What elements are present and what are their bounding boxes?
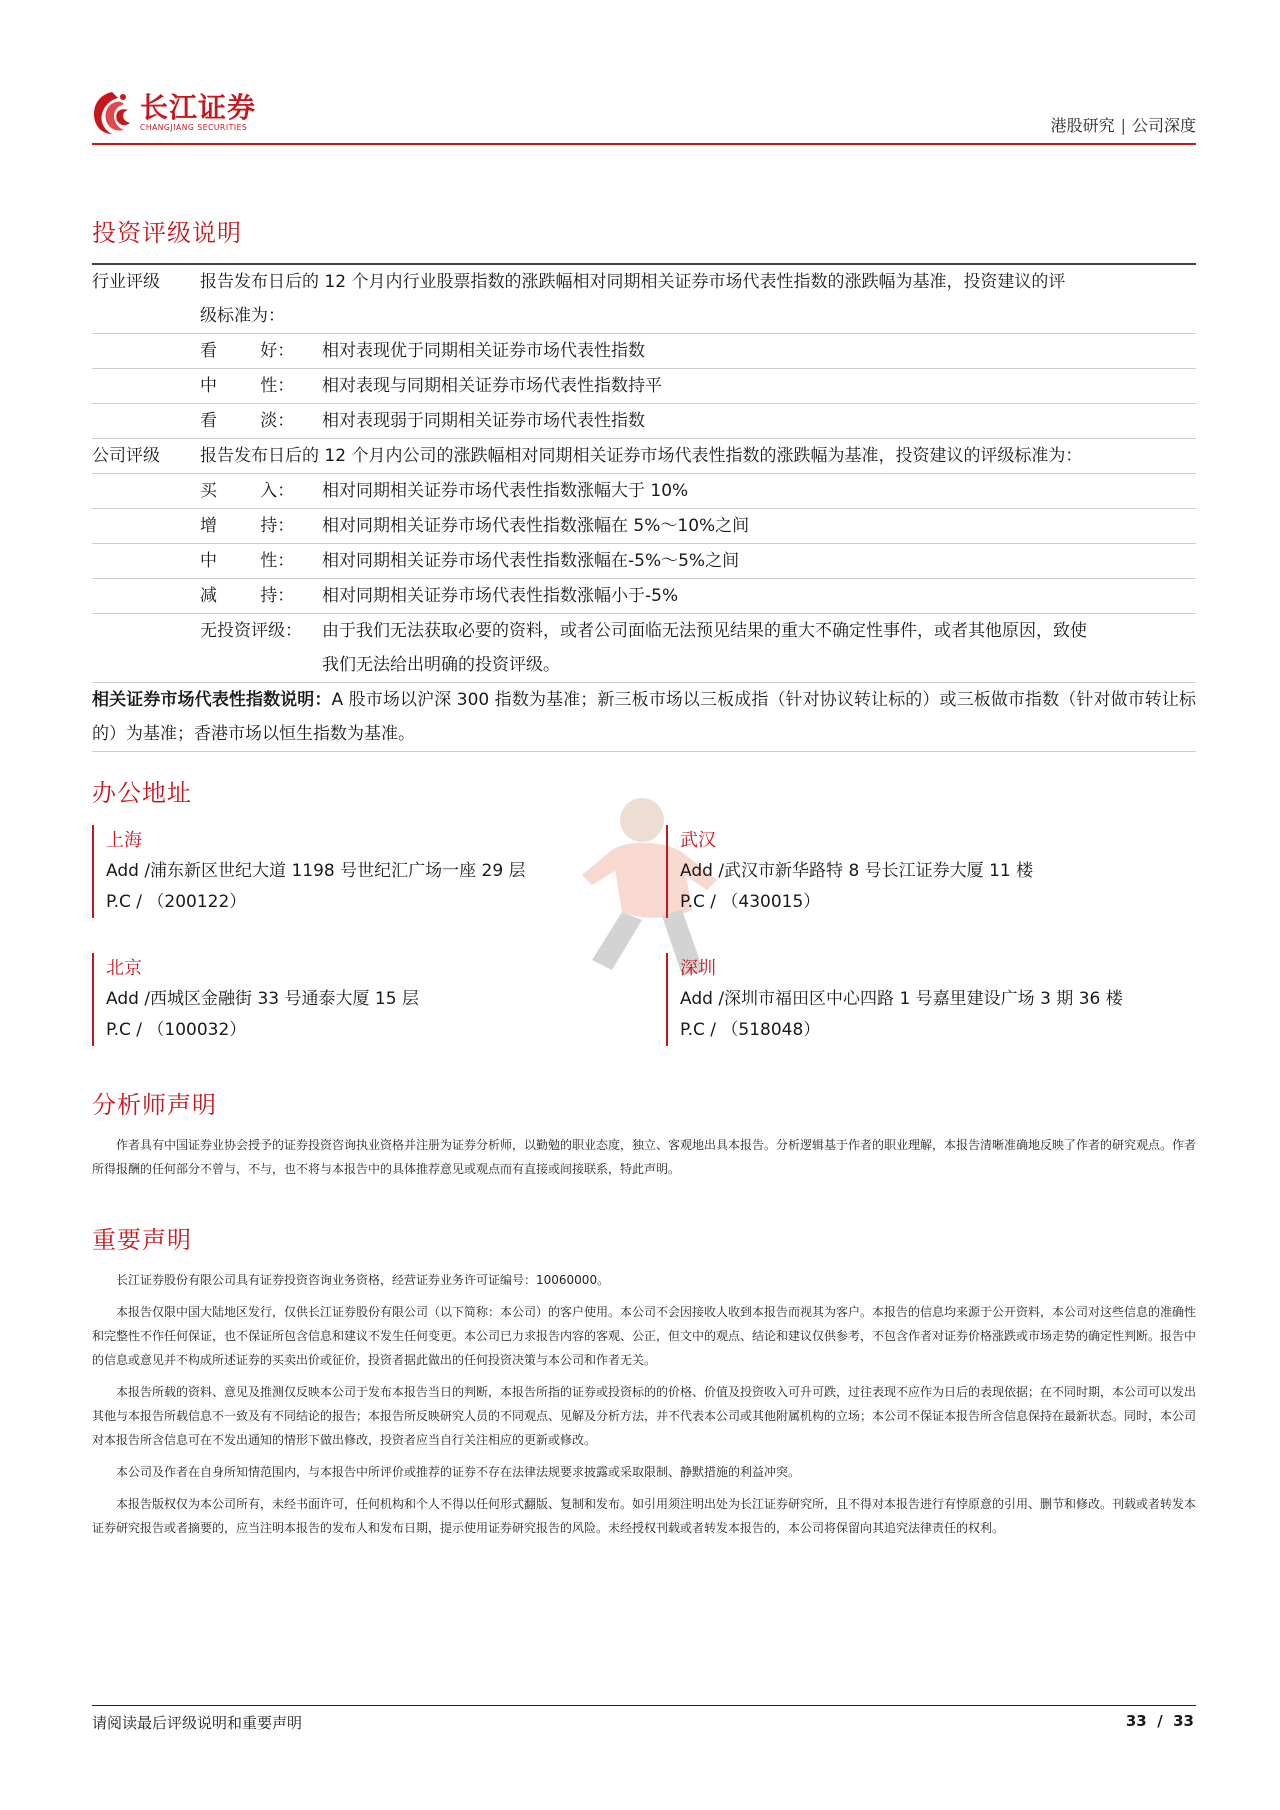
company-rating-row	[92, 439, 1196, 474]
company-level-row	[92, 579, 1196, 614]
company-level-name: 减 持：	[200, 586, 295, 606]
industry-rating-label: 行业评级	[92, 272, 160, 292]
company-level-name: 中 性：	[200, 551, 295, 571]
office-shenzhen	[666, 953, 1180, 1046]
important-paragraph: 长江证券股份有限公司具有证券投资咨询业务资格，经营证券业务许可证编号：10060000。	[116, 1273, 610, 1287]
analyst-statement-text: 作者具有中国证券业协会授予的证券投资咨询执业资格并注册为证券分析师，以勤勉的职业态度，独立、客观地出具本报告。分析逻辑基于作者的职业理解，本报告清晰准确地反映了作者的研究观点。作者所得报酬的任何部分不曾与，不与，也不将与本报告中的具体推荐意见或观点而有直接或间接联系，特此声明。	[92, 1138, 1197, 1176]
office-section-title: 办公地址	[92, 779, 192, 807]
important-paragraph: 本报告版权仅为本公司所有，未经书面许可，任何机构和个人不得以任何形式翻版、复制和发布。如引用须注明出处为长江证券研究所，且不得对本报告进行有悖原意的引用、删节和修改。刊载或者转发本证券研究报告或者摘要的，应当注明本报告的发布人和发布日期，提示使用证券研究报告的风险。未经授权刊载或者转发本报告的，本公司将保留向其追究法律责任的权利。	[92, 1497, 1197, 1535]
no-rating-text-line1: 由于我们无法获取必要的资料，或者公司面临无法预见结果的重大不确定性事件，或者其他原因，致使	[322, 621, 1087, 641]
page-number: 33 / 33	[1125, 1712, 1194, 1730]
industry-rating-row	[92, 263, 1196, 334]
important-paragraph: 本报告所载的资料、意见及推测仅反映本公司于发布本报告当日的判断，本报告所指的证券或投资标的的价格、价值及投资收入可升可跌，过往表现不应作为日后的表现依据；在不同时期，本公司可以发出其他与本报告所载信息不一致及有不同结论的报告；本报告所反映研究人员的不同观点、见解及分析方法，并不代表本公司或其他附属机构的立场；本公司不保证本报告所含信息保持在最新状态。同时，本公司对本报告所含信息可在不发出通知的情形下做出修改，投资者应当自行关注相应的更新或修改。	[92, 1385, 1197, 1447]
company-level-text: 相对同期相关证券市场代表性指数涨幅在 5%～10%之间	[322, 516, 750, 536]
industry-level-row	[92, 369, 1196, 404]
footer-divider	[92, 1705, 1196, 1706]
company-level-row	[92, 544, 1196, 579]
office-address: Add /西城区金融街 33 号通泰大厦 15 层	[106, 989, 419, 1009]
office-city: 上海	[106, 830, 142, 851]
industry-level-row	[92, 404, 1196, 439]
rating-section-title: 投资评级说明	[92, 219, 242, 247]
category-label: 港股研究	[1050, 116, 1115, 135]
important-statement	[92, 1268, 1196, 1548]
industry-level-text: 相对表现优于同期相关证券市场代表性指数	[322, 341, 645, 361]
no-rating-row	[92, 614, 1196, 683]
no-rating-name: 无投资评级：	[200, 621, 302, 641]
company-level-name: 买 入：	[200, 481, 295, 501]
header-divider	[92, 143, 1196, 145]
industry-rating-desc-line1: 报告发布日后的 12 个月内行业股票指数的涨跌幅相对同期相关证券市场代表性指数的涨跌幅为基准，投资建议的评	[200, 272, 1066, 292]
company-level-text: 相对同期相关证券市场代表性指数涨幅在-5%～5%之间	[322, 551, 740, 571]
industry-level-row	[92, 334, 1196, 369]
logo-emblem-icon	[90, 90, 134, 136]
subcategory-label: 公司深度	[1131, 116, 1196, 135]
rating-table	[92, 263, 1196, 752]
office-postcode: P.C / （200122）	[106, 892, 247, 912]
office-address: Add /深圳市福田区中心四路 1 号嘉里建设广场 3 期 36 楼	[680, 989, 1123, 1009]
office-postcode: P.C / （518048）	[680, 1020, 821, 1040]
office-shanghai	[92, 825, 606, 918]
office-address: Add /浦东新区世纪大道 1198 号世纪汇广场一座 29 层	[106, 861, 526, 881]
company-rating-desc: 报告发布日后的 12 个月内公司的涨跌幅相对同期相关证券市场代表性指数的涨跌幅为基准，投资建议的评级标准为：	[200, 446, 1083, 466]
office-city: 武汉	[680, 830, 716, 851]
industry-rating-desc-line2: 级标准为：	[200, 306, 285, 326]
important-section-title: 重要声明	[92, 1226, 192, 1254]
industry-level-text: 相对表现与同期相关证券市场代表性指数持平	[322, 376, 662, 396]
company-level-row	[92, 474, 1196, 509]
analyst-statement	[92, 1133, 1196, 1189]
important-paragraph: 本报告仅限中国大陆地区发行，仅供长江证券股份有限公司（以下简称：本公司）的客户使用。本公司不会因接收人收到本报告而视其为客户。本报告的信息均来源于公开资料，本公司对这些信息的准确性和完整性不作任何保证，也不保证所包含信息和建议不发生任何变更。本公司已力求报告内容的客观、公正，但文中的观点、结论和建议仅供参考，不包含作者对证券价格涨跌或市场走势的确定性判断。报告中的信息或意见并不构成所述证券的买卖出价或征价，投资者据此做出的任何投资决策与本公司和作者无关。	[92, 1305, 1197, 1367]
report-category	[1051, 113, 1196, 136]
office-postcode: P.C / （100032）	[106, 1020, 247, 1040]
company-level-name: 增 持：	[200, 516, 295, 536]
office-city: 深圳	[680, 958, 716, 979]
office-wuhan	[666, 825, 1180, 918]
industry-level-text: 相对表现弱于同期相关证券市场代表性指数	[322, 411, 645, 431]
category-separator: |	[1120, 116, 1126, 135]
industry-level-name: 看 好：	[200, 341, 295, 361]
logo-name: 长江证券	[140, 91, 257, 124]
footer-notice: 请阅读最后评级说明和重要声明	[92, 1714, 303, 1732]
company-level-row	[92, 509, 1196, 544]
analyst-section-title: 分析师声明	[92, 1091, 217, 1119]
index-note-text: A 股市场以沪深 300 指数为基准；新三板市场以三板成指（针对协议转让标的）或三板做市指数（针对做市转让标的）为基准；香港市场以恒生指数为基准。	[92, 690, 1197, 744]
logo-english-name: CHANGJIANG SECURITIES	[140, 123, 248, 132]
office-address: Add /武汉市新华路特 8 号长江证券大厦 11 楼	[680, 861, 1034, 881]
important-paragraph: 本公司及作者在自身所知情范围内，与本报告中所评价或推荐的证券不存在法律法规要求披露或采取限制、静默措施的利益冲突。	[116, 1465, 801, 1479]
index-note-label: 相关证券市场代表性指数说明：	[92, 690, 332, 710]
office-beijing	[92, 953, 606, 1046]
company-level-text: 相对同期相关证券市场代表性指数涨幅大于 10%	[322, 481, 689, 501]
industry-level-name: 中 性：	[200, 376, 295, 396]
office-postcode: P.C / （430015）	[680, 892, 821, 912]
office-city: 北京	[106, 958, 142, 979]
no-rating-text-line2: 我们无法给出明确的投资评级。	[322, 655, 560, 675]
company-rating-label: 公司评级	[92, 446, 160, 466]
company-logo	[90, 90, 256, 136]
industry-level-name: 看 淡：	[200, 411, 295, 431]
company-level-text: 相对同期相关证券市场代表性指数涨幅小于-5%	[322, 586, 679, 606]
index-note	[92, 683, 1196, 752]
